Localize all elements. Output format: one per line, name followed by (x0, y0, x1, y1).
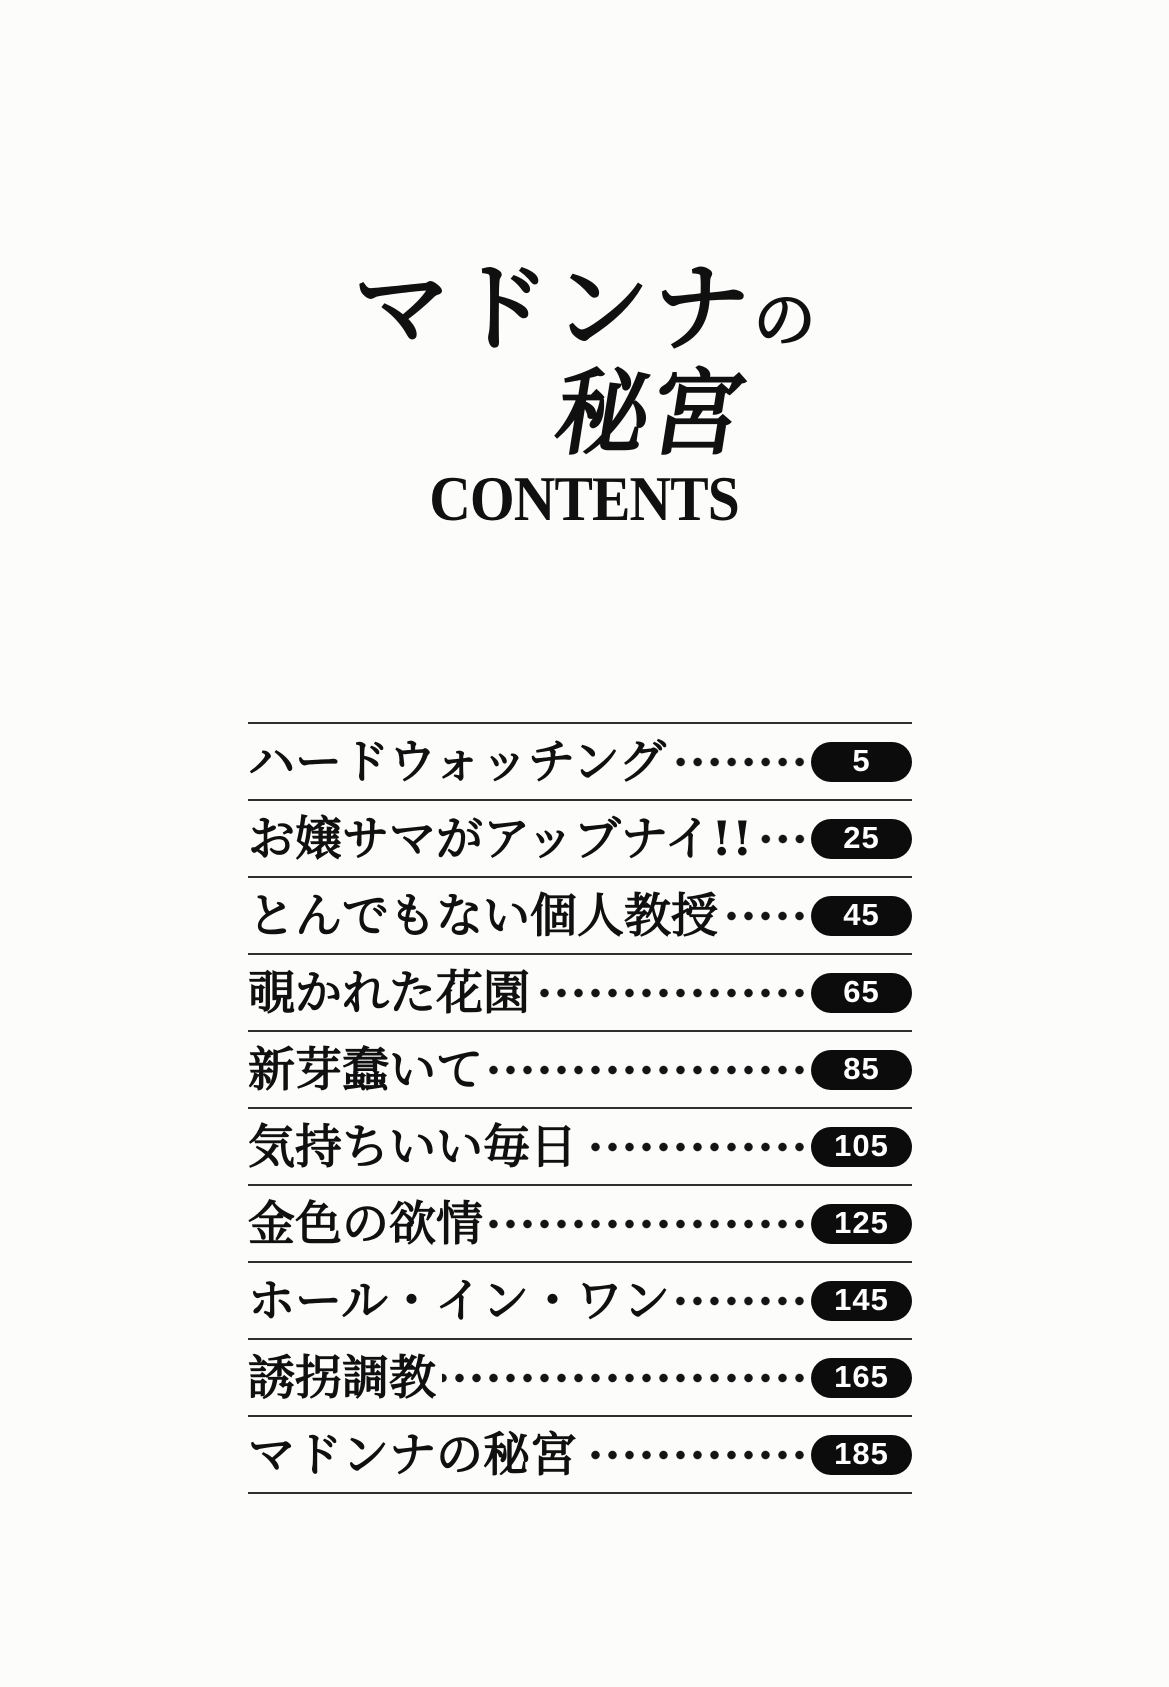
dot-leader (583, 1139, 808, 1155)
toc-row (248, 1107, 912, 1184)
contents-heading-wrap (0, 463, 1169, 535)
toc-entry-title: 覗かれた花園 (248, 966, 530, 1021)
toc-entry-title: とんでもない個人教授 (248, 889, 718, 944)
page-number-badge: 165 (811, 1358, 912, 1398)
toc-entry-title: マドンナの秘宮 (248, 1428, 577, 1483)
book-title-line1 (0, 252, 1169, 366)
dot-leader (676, 1293, 808, 1309)
dot-leader (724, 908, 808, 924)
page-number-badge: 125 (811, 1204, 912, 1244)
book-title-particle: の (753, 284, 816, 357)
toc-row (248, 1338, 912, 1415)
page-number-badge: 25 (811, 819, 912, 859)
book-title-main: マドンナ (353, 252, 753, 365)
dot-leader (583, 1447, 808, 1463)
toc-row (248, 1261, 912, 1338)
toc-entry-title: 誘拐調教 (248, 1351, 436, 1406)
toc-entry-title: 新芽蠢いて (248, 1043, 483, 1098)
dot-leader (489, 1216, 808, 1232)
dot-leader (672, 754, 808, 770)
toc-row (248, 1415, 912, 1492)
toc-entry-title: ホール・イン・ワン (248, 1274, 671, 1329)
toc-row (248, 1184, 912, 1261)
dot-leader (442, 1370, 808, 1386)
page-number-badge: 45 (811, 896, 912, 936)
dot-leader (759, 831, 808, 847)
toc-row (248, 799, 912, 876)
toc-entry-title: お嬢サマがアッブナイ!! (248, 812, 753, 867)
contents-heading: CONTENTS (429, 463, 740, 535)
book-title-line2-wrap (0, 360, 1169, 470)
book-title-line2: 秘宮 (547, 360, 754, 470)
toc-entry-title: 金色の欲情 (248, 1197, 483, 1252)
page-number-badge: 145 (811, 1281, 912, 1321)
dot-leader (489, 1062, 808, 1078)
toc-entry-title: ハードウォッチング (248, 735, 666, 790)
title-block (0, 252, 1169, 535)
toc-row (248, 876, 912, 953)
page-number-badge: 105 (811, 1127, 912, 1167)
toc-row (248, 1030, 912, 1107)
page-number-badge: 65 (811, 973, 912, 1013)
toc-list (248, 722, 912, 1494)
dot-leader (536, 985, 808, 1001)
toc-row (248, 722, 912, 799)
page-number-badge: 185 (811, 1435, 912, 1475)
toc-entry-title: 気持ちいい毎日 (248, 1120, 577, 1175)
page-number-badge: 85 (811, 1050, 912, 1090)
toc-row (248, 953, 912, 1030)
page-number-badge: 5 (811, 742, 912, 782)
